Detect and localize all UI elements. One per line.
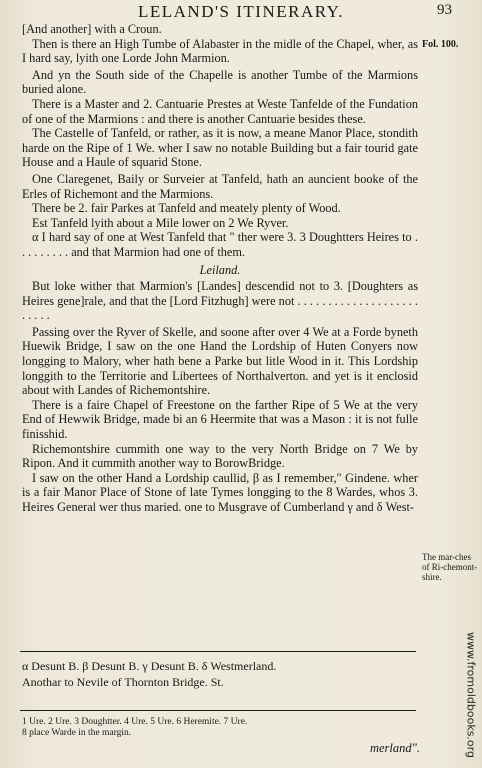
numbered-notes	[22, 717, 418, 739]
page-number: 93	[437, 2, 452, 18]
variant-notes	[22, 658, 418, 690]
variant-note-line: Anothar to Nevile of Thornton Bridge. St.	[22, 675, 224, 689]
paragraph: There is a faire Chapel of Freestone on the farther Ripe of 5 We at the very End of Hewwik Bridge, made bi an 6 Heermite that was a Mason : it is not fulle finisshid.	[22, 397, 418, 442]
variant-note-line: α Desunt B. β Desunt B. γ Desunt B. δ Westmerland.	[22, 659, 277, 673]
main-text	[22, 22, 418, 515]
paragraph: [And another] with a Croun.	[22, 22, 162, 36]
section-heading: Leiland.	[199, 262, 241, 277]
running-header	[0, 2, 482, 22]
catchword: merland".	[369, 741, 420, 755]
paragraph: There be 2. fair Parkes at Tanfeld and meately plenty of Wood.	[32, 201, 341, 216]
paragraph: There is a Master and 2. Cantuarie Prestes at Weste Tanfelde of the Fundation of one of the Marmions : and there is another Cantuarie besides these.	[22, 96, 418, 126]
numbered-note-line: 8 place Warde in the margin.	[22, 728, 132, 738]
watermark	[461, 630, 481, 760]
paragraph: Then is there an High Tumbe of Alabaster in the midle of the Chapel, wher, as I hard say, lyith one Lorde John Marmion.	[22, 36, 418, 66]
paragraph: And yn the South side of the Chapelle is another Tumbe of the Marmions buried alone.	[22, 67, 418, 97]
numbered-notes-divider	[20, 710, 416, 711]
running-title: LELAND'S ITINERARY.	[138, 2, 344, 21]
paragraph: I saw on the other Hand a Lordship caullid, β as I remember," Gindene. wher is a fair Manor Place of Stone of late Tymes longging to the 8 Wardes, whos 3. Heires General wer thus maried. one to Musgrave of Cumberland γ and δ West-	[22, 470, 418, 514]
paragraph: Passing over the Ryver of Skelle, and soone after over 4 We at a Forde byneth Huewik Bridge, I saw on the one Hand the Lordship of Huten Conyers now longging to Malory, wher hath bene a Parke but litle Wood in it. This Lordship longgith to the Territorie and Libertees of Northalverton. and yet is it enclosid about with Landes of Richemontshire.	[22, 324, 418, 398]
paragraph: The Castelle of Tanfeld, or rather, as it is now, a meane Manor Place, stondith harde on the Ripe of 1 We. wher I saw no notable Building but a fair tourid gate House and a Haule of squarid Stone.	[22, 126, 418, 170]
paragraph: Richemontshire cummith one way to the very North Bridge on 7 We by Ripon. And it cummith another way to BorowBridge.	[22, 441, 418, 471]
margin-note-marches: The mar-ches of Ri-chemont-shire.	[422, 552, 478, 582]
watermark-text: www.fromoldbooks.org	[464, 632, 478, 758]
numbered-note-line: 1 Ure. 2 Ure. 3 Doughtter. 4 Ure. 5 Ure. 6 Heremite. 7 Ure.	[22, 717, 248, 727]
paragraph: One Claregenet, Baily or Surveier at Tanfeld, hath an auncient booke of the Erles of Richemont and the Marmions.	[22, 171, 418, 201]
paragraph: α I hard say of one at West Tanfeld that " ther were 3. 3 Doughtters Heires to . . . . . . . . . and that Marmion had one of them.	[22, 230, 418, 259]
paragraph: But loke wither that Marmion's [Landes] descendid not to 3. [Doughters as Heires gene]rale, and that the [Lord Fitzhugh] were not . . . . . . . . . . . . . . . . . . . . . . . . .	[22, 279, 418, 323]
footnote-divider	[20, 651, 416, 652]
margin-note-folio: Fol. 100.	[422, 39, 459, 50]
paragraph: Est Tanfeld lyith about a Mile lower on 2 We Ryver.	[32, 215, 289, 230]
